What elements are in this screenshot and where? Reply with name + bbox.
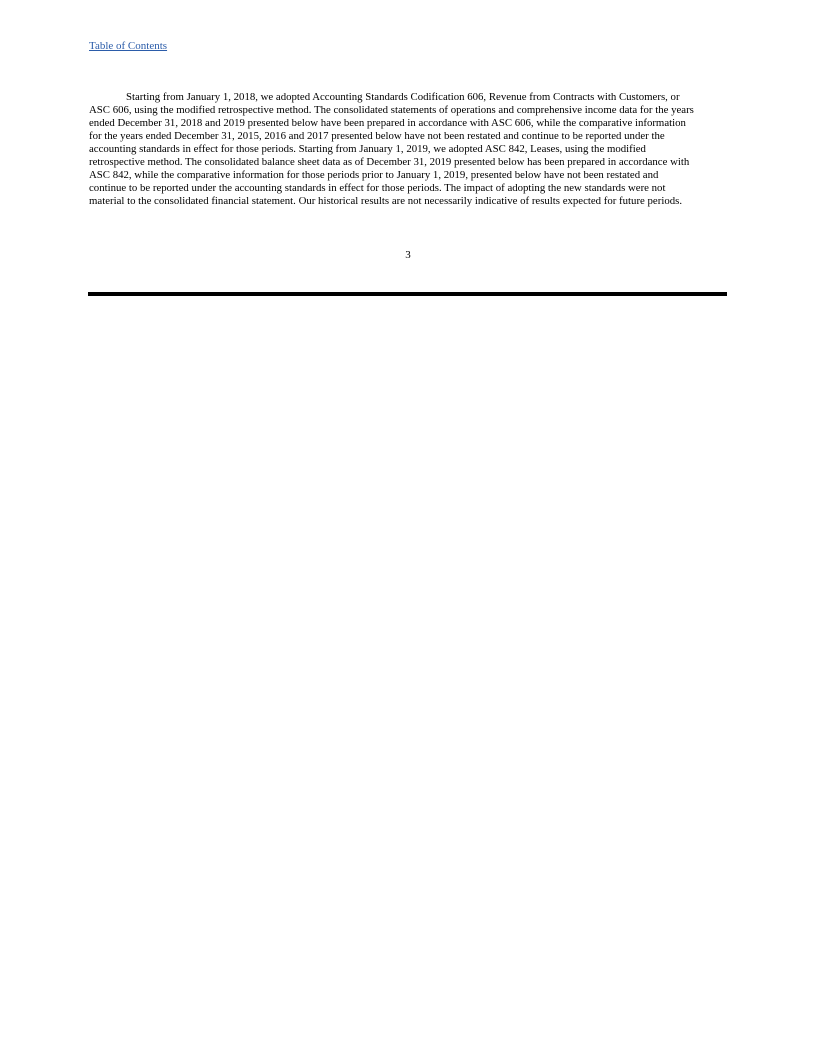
paragraph-line: material to the consolidated financial statement. Our historical results are not necessarily indicative of results expected for future periods. — [89, 195, 683, 207]
paragraph-line: retrospective method. The consolidated balance sheet data as of December 31, 2019 presented below has been prepared in accordance with — [89, 156, 690, 168]
horizontal-rule — [88, 292, 727, 296]
body-paragraph — [89, 91, 739, 208]
table-of-contents-link[interactable]: Table of Contents — [89, 40, 168, 52]
paragraph-line: ASC 606, using the modified retrospective method. The consolidated statements of operations and comprehensive income data for the years — [89, 104, 694, 116]
paragraph-line: accounting standards in effect for those periods. Starting from January 1, 2019, we adopted ASC 842, Leases, using the modified — [89, 143, 646, 155]
paragraph-line: for the years ended December 31, 2015, 2016 and 2017 presented below have not been restated and continue to be reported under the — [89, 130, 665, 142]
paragraph-line: continue to be reported under the accounting standards in effect for those periods. The impact of adopting the new standards were not — [89, 182, 666, 194]
paragraph-line: ended December 31, 2018 and 2019 presented below have been prepared in accordance with ASC 606, while the comparative information — [89, 117, 686, 129]
paragraph-line: ASC 842, while the comparative information for those periods prior to January 1, 2019, presented below have not been restated and — [89, 169, 659, 181]
page-number: 3 — [405, 249, 411, 261]
paragraph-line: Starting from January 1, 2018, we adopted Accounting Standards Codification 606, Revenue from Contracts with Customers, or — [126, 91, 680, 103]
